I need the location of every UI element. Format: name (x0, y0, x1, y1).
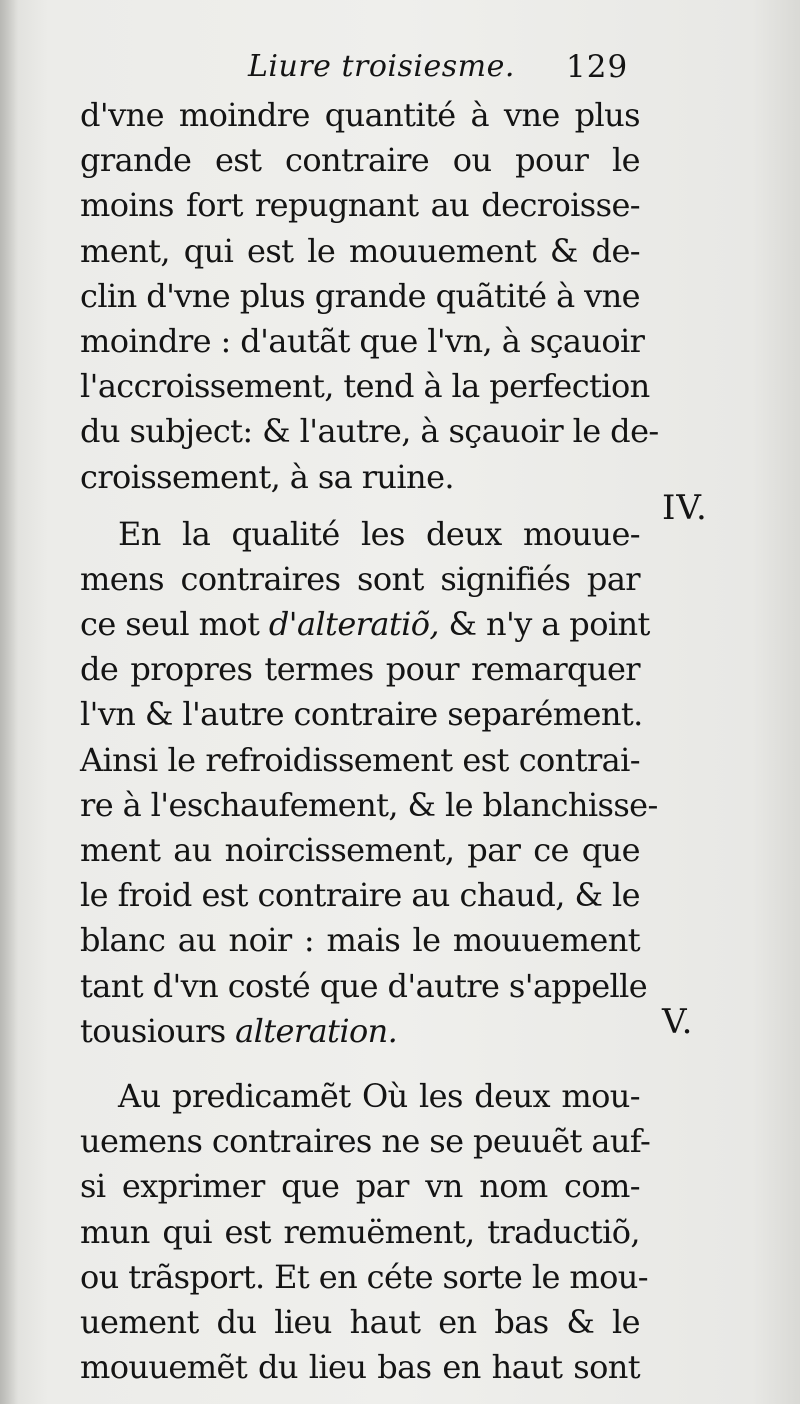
text-line: ou trãsport. Et en céte sorte le mou- (80, 1257, 649, 1296)
body-text (80, 93, 659, 1390)
text-line: tousiours alteration. (80, 1011, 398, 1050)
text-line: tant d'vn costé que d'autre s'appelle (80, 966, 648, 1005)
text-line: l'vn & l'autre contraire separément. (80, 695, 643, 734)
text-line: croissement, à sa ruine. (80, 457, 454, 496)
text-line: du subject: & l'autre, à sçauoir le de- (80, 412, 659, 451)
text-line: ment, qui est le mouuement & de- (80, 231, 640, 270)
text-line: mun qui est remuëment, traductiõ, (80, 1212, 640, 1251)
text-line: moindre : d'autãt que l'vn, à sçauoir (80, 321, 645, 360)
text-line: clin d'vne plus grande quãtité à vne (80, 276, 640, 315)
text-line: d'vne moindre quantité à vne plus (80, 96, 640, 134)
text-line: Ainsi le refroidissement est contrai- (80, 740, 640, 779)
running-title: Liure troisiesme. (248, 49, 515, 84)
page-number: 129 (566, 49, 629, 85)
text-line: uemens contraires ne se peuuẽt auf- (80, 1122, 651, 1161)
text-line: uement du lieu haut en bas & le (80, 1302, 640, 1341)
page-header (0, 42, 800, 92)
text-line: de propres termes pour remarquer (80, 650, 640, 689)
text-line: ce seul mot d'alteratiõ, & n'y a point (80, 605, 650, 644)
text-line: l'accroissement, tend à la perfection (80, 367, 650, 406)
margin-note-iv: IV. (662, 488, 708, 528)
text-line: si exprimer que par vn nom com- (80, 1167, 640, 1206)
text-line: re à l'eschaufement, & le blanchisse- (80, 785, 658, 824)
text-line: blanc au noir : mais le mouuement (80, 921, 640, 960)
text-line: mouuemẽt du lieu bas en haut sont (80, 1348, 640, 1387)
text-line: le froid est contraire au chaud, & le (80, 876, 640, 915)
text-line: mens contraires sont signifiés par (80, 559, 640, 598)
text-line: grande est contraire ou pour le (80, 141, 640, 180)
paragraph-start-line: Au predicamẽt Où les deux mou- (118, 1076, 640, 1115)
paragraph-start-line: En la qualité les deux mouue- (118, 514, 640, 553)
page-gutter-shadow (0, 0, 18, 1404)
margin-note-v: V. (662, 1002, 694, 1042)
text-line: moins fort repugnant au decroisse- (80, 186, 640, 225)
text-line: ment au noircissement, par ce que (80, 831, 640, 869)
